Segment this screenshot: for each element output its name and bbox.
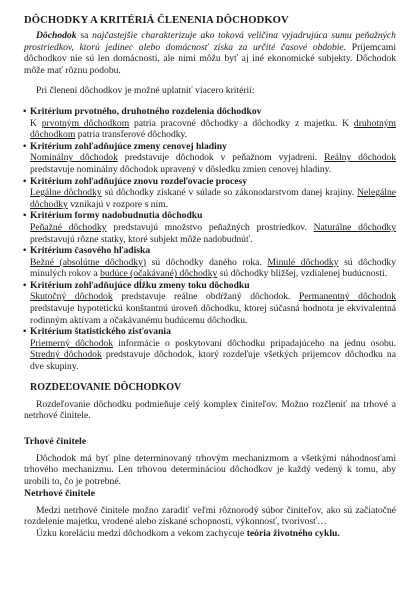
criteria-list (24, 106, 396, 373)
criterion-title: Kritérium formy nadobudnutia dôchodku (30, 210, 203, 222)
term-underlined: Minulé dôchodky (267, 256, 339, 268)
description-text: predstavuje nominálny dôchodok upravený v dôsledku zmien cenovej hladiny. (30, 163, 332, 175)
description-text: predstavuje dôchodok v peňažnom vyjadrení. (117, 152, 325, 164)
trhove-paragraph: Dôchodok má byť plne determinovaný trhovým mechanizmom a všetkými náhodnosťami trhového mechanizmu. Len trhovou determináciou dôchodkov je každý vedený k tomu, aby urobili to, čo je potrebné. (24, 452, 396, 487)
bullet-icon: • (23, 140, 27, 152)
description-text: sú dôchodky minulých rokov a (30, 256, 396, 280)
bullet-icon: • (23, 105, 27, 117)
term-dochodok: Dôchodok (36, 30, 77, 41)
description-text: predstavuje hypotetickú konštantnú úroveň dôchodku, ktorej súčasná hodnota je ekvivalentná rodinným aktívam a očakávanému budúcemu dôchodku. (30, 303, 396, 326)
term-underlined: Legálne dôchodky (30, 187, 102, 199)
document-title: DÔCHODKY A KRITÉRIÁ ČLENENIA DÔCHODKOV (24, 15, 289, 26)
description-text: K (30, 117, 42, 129)
criterion-description (30, 222, 396, 245)
description-text: patria transferové dôchodky. (75, 129, 188, 141)
term-underlined: Stredný dôchodok (30, 349, 102, 361)
criterion-description (30, 257, 396, 280)
term-underlined: Nominálny dôchodok (30, 152, 118, 164)
criterion-item (24, 176, 396, 211)
criterion-description (30, 118, 396, 141)
description-text: sú dôchodky získané v súlade so zákonodarstvom danej krajiny. (101, 187, 358, 199)
term-underlined: budúce (očakávané) dôchodky (100, 268, 218, 280)
description-text: informácie o poskytovaní dôchodku pripadajúceho na jednu osobu. (113, 337, 396, 349)
document-page (24, 14, 396, 539)
intro-paragraph: Dôchodok sa najčastejšie charakterizuje ako toková veličina vyjadrujúca sumu peňažných prostriedkov, ktorú jedinec alebo domácnosť získa za určité časové obdobie. Príjemcami dôchodkov nie sú len domácnosti, ale nimi môžu byť aj iné ekonomické subjekty. Dôchodok môže mať rôznu podobu. (24, 30, 396, 76)
term-underlined: Naturálne dôchodky (313, 221, 396, 233)
criterion-item (24, 141, 396, 176)
heading-trhove-cinitele: Trhové činitele (24, 435, 87, 447)
definition-text: najčastejšie charakterizuje ako toková veličina vyjadrujúca sumu peňažných prostriedkov, ktorú jedinec alebo domácnosť získa za určité časové obdobie. (24, 30, 396, 53)
bullet-icon: • (23, 210, 27, 222)
criteria-intro: Pri členení dôchodkov je možné uplatniť viacero kritérií: (36, 85, 255, 97)
term-underlined: Permanentný dôchodok (299, 291, 397, 303)
bullet-icon: • (23, 326, 27, 338)
criterion-item (24, 326, 396, 372)
criterion-description (30, 152, 396, 175)
bullet-icon: • (23, 175, 27, 187)
term-underlined: Reálny dôchodok (324, 152, 396, 164)
term-underlined: Priemerný dôchodok (30, 337, 114, 349)
rozdelovanie-paragraph: Rozdeľovanie dôchodku podmieňuje celý komplex činiteľov. Možno rozčleniť na trhové a netrhové činitele. (24, 398, 396, 422)
bullet-icon: • (23, 245, 27, 257)
criterion-item (24, 210, 396, 245)
term-underlined: druhotným dôchodkom (30, 117, 396, 141)
description-text: predstavujú rôzne statky, ktoré subjekt môže nadobudnúť. (30, 233, 253, 245)
bullet-icon: • (23, 279, 27, 291)
description-text: sú dôchodky daného roka. (146, 256, 268, 268)
description-text: predstavujú množstvo peňažných prostriedkov. (106, 221, 314, 233)
description-text: sú dôchodky bližšej, vzdialenej budúcnosti. (217, 268, 388, 280)
criterion-title: Kritérium zohľadňujúce zmeny cenovej hladiny (30, 140, 227, 152)
zivotny-cyklus-paragraph: Úzku koreláciu medzi dôchodkom a vekom zachycuje teória životného cyklu. (36, 527, 340, 539)
term-underlined: Peňažné dôchodky (30, 221, 107, 233)
term-underlined: Skutočný dôchodok (30, 291, 113, 303)
zivotny-cyklus-term: teória životného cyklu. (246, 527, 340, 539)
criterion-item (24, 106, 396, 141)
criterion-item (24, 280, 396, 326)
term-underlined: Bežné (absolútne dôchodky) (30, 256, 147, 268)
criterion-title: Kritérium štatistického zisťovania (30, 326, 171, 338)
criterion-item (24, 245, 396, 280)
description-text: predstavuje dôchodok, ktorý rozdeľuje všetkých príjemcov dôchodku na dve skupiny. (30, 349, 396, 373)
criterion-description (30, 187, 396, 210)
description-text: vznikajú v rozpore s ním. (67, 198, 169, 210)
criterion-description (30, 338, 396, 373)
criterion-title: Kritérium zohľadňujúce dĺžku zmeny toku dôchodku (30, 279, 250, 291)
criterion-title: Kritérium prvotného, druhotného rozdelenia dôchodkov (30, 105, 262, 117)
description-text: patria pracovné dôchodky a dôchodky z majetku. K (129, 117, 354, 129)
section-heading-rozdelovanie: ROZDEĽOVANIE DÔCHODKOV (30, 381, 182, 393)
description-text: predstavuje reálne obdŕžaný dôchodok. (112, 291, 299, 303)
heading-netrhove-cinitele: Netrhové činitele (24, 487, 95, 499)
term-underlined: prvotným dôchodkom (41, 117, 130, 129)
criterion-description (30, 291, 396, 326)
term-underlined: Nelegálne dôchodky (30, 187, 396, 210)
netrhove-paragraph: Medzi netrhové činitele možno zaradiť veľmi rôznorodý súbor činiteľov, ako sú začiatočné rozdelenie majetku, vrodené alebo získané schopnosti, výkonnosť, tvorivosť… (24, 504, 396, 528)
criterion-title: Kritérium zohľadňujúce znovu rozdeľovacie procesy (30, 175, 248, 187)
criterion-title: Kritérium časového hľadiska (30, 245, 151, 257)
